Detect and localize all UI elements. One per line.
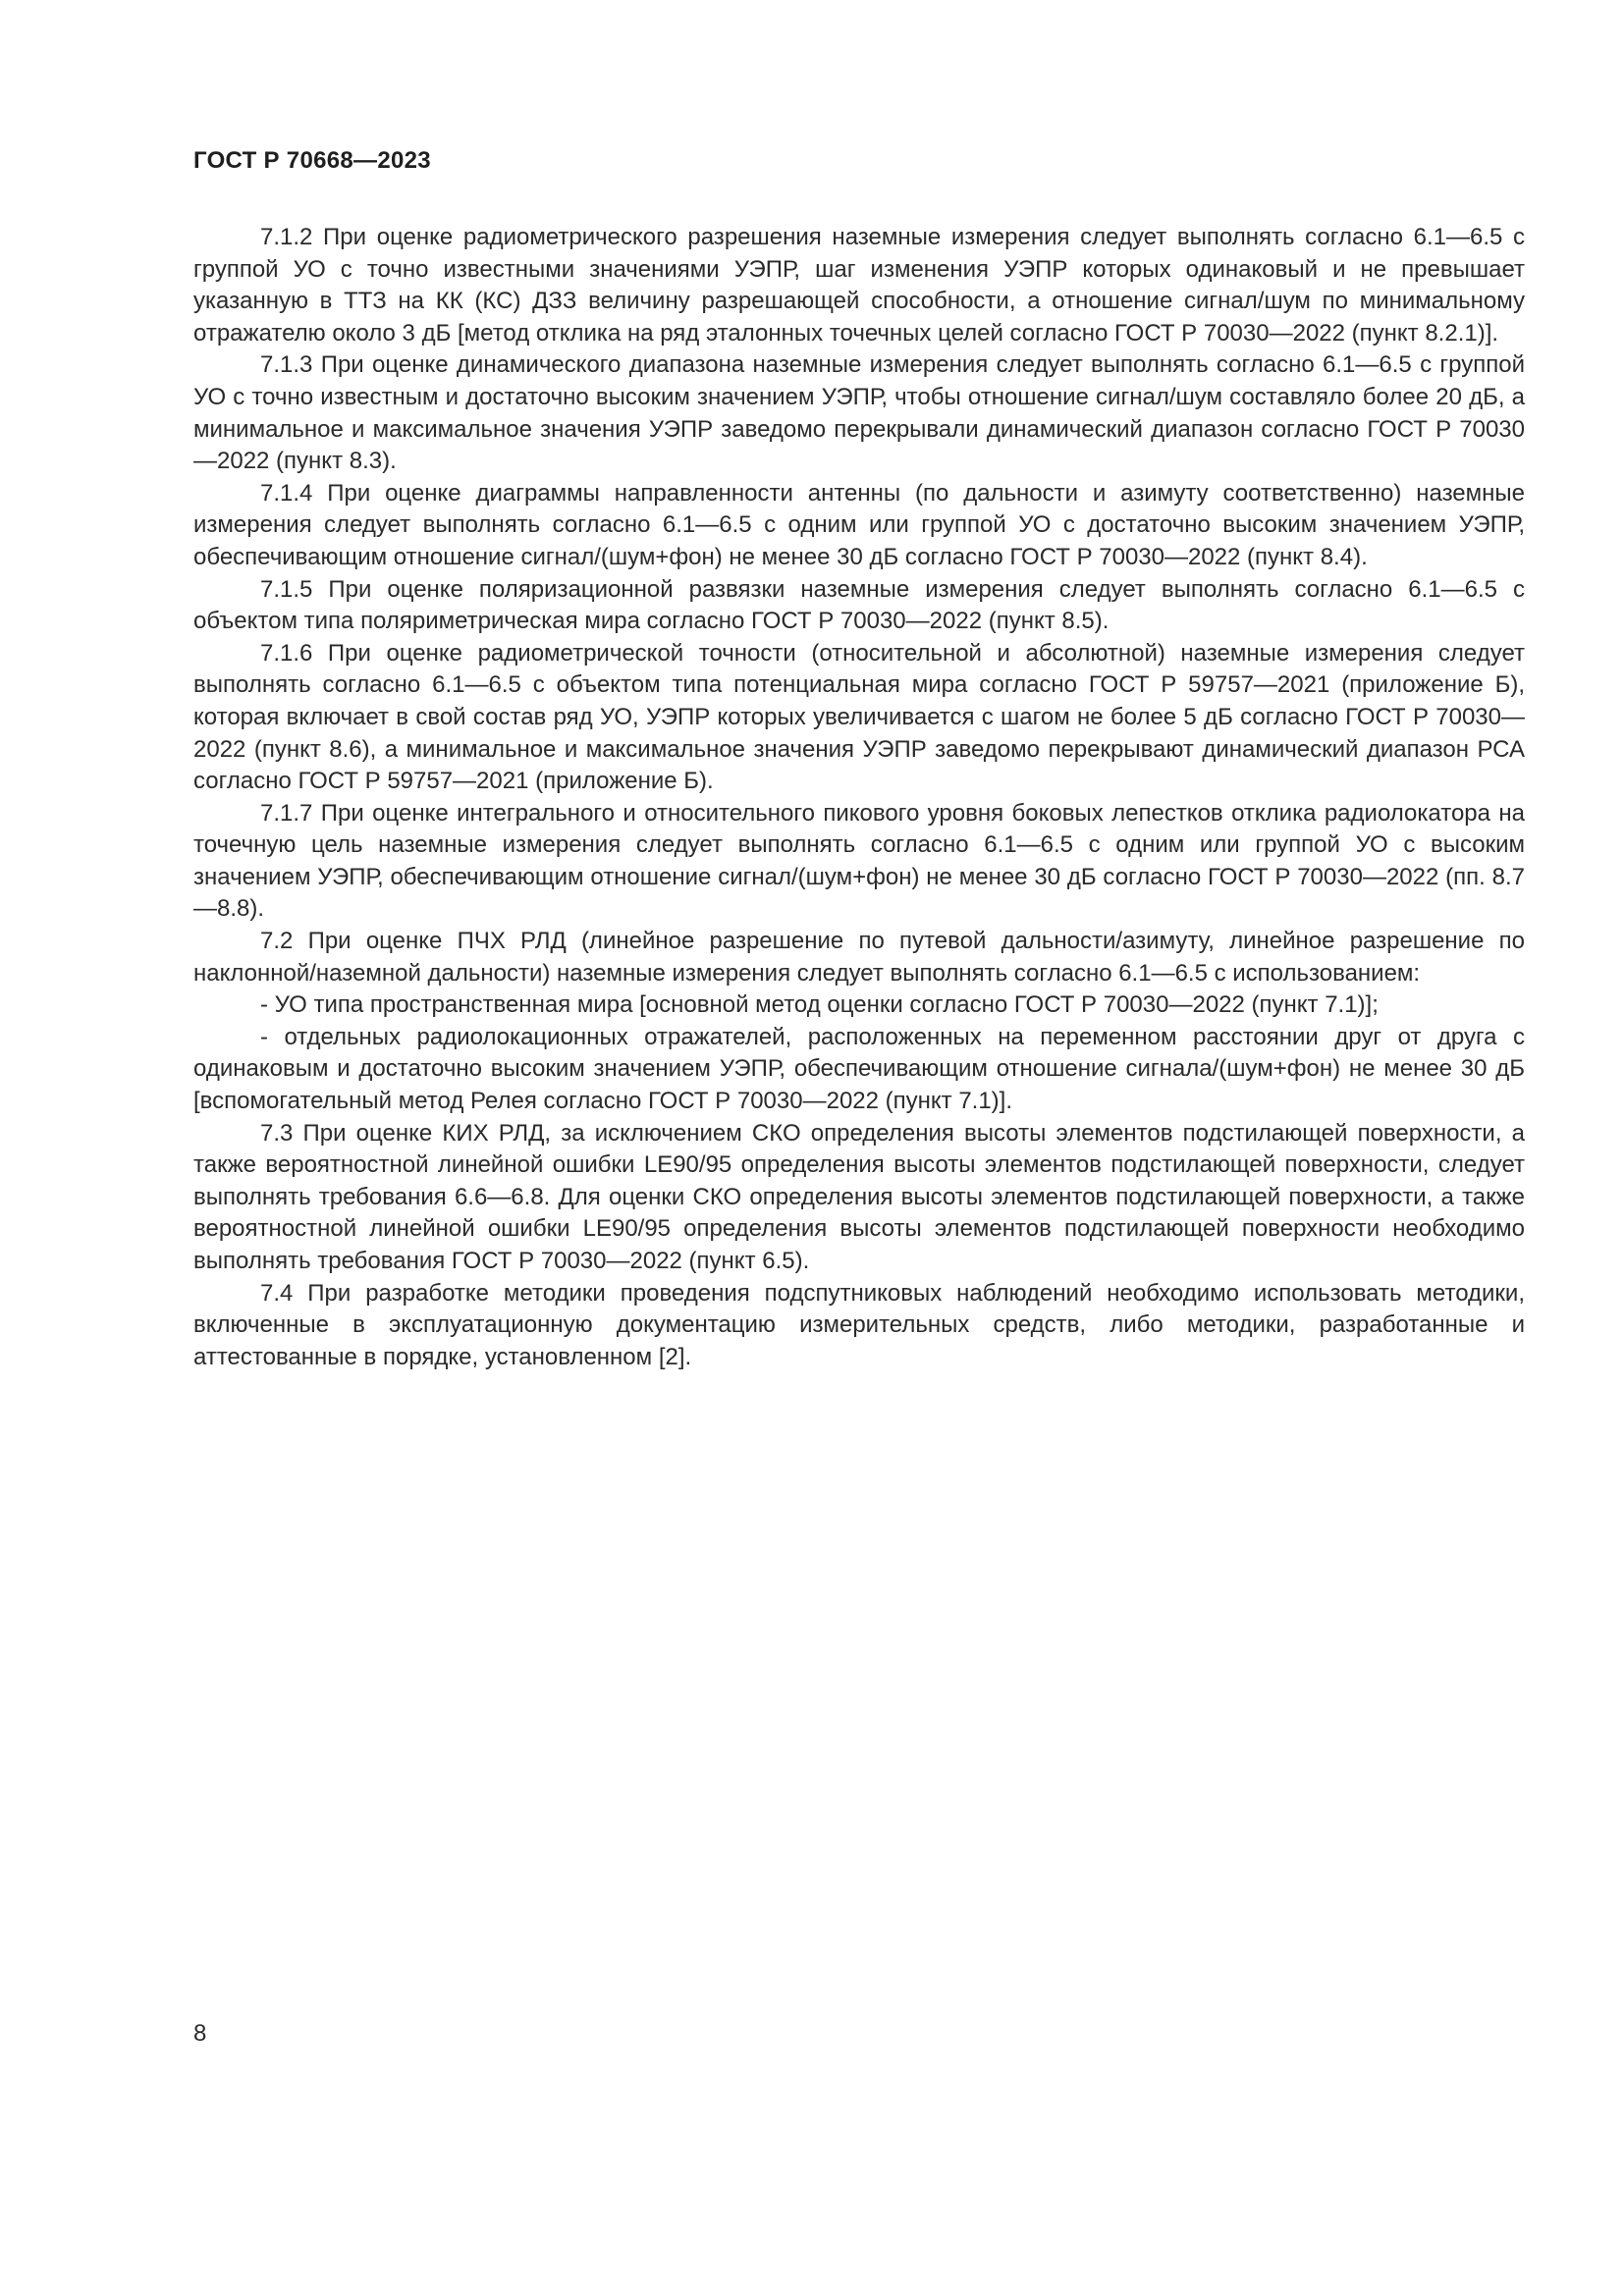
paragraph-7-1-4: 7.1.4 При оценке диаграммы направленности антенны (по дальности и азимуту соответственно) наземные измерения следует выполнять согласно 6.1—6.5 с одним или группой УО с достаточно высоким значением УЭПР, обеспечивающим отношение сигнал/(шум+фон) не менее 30 дБ согласно ГОСТ Р 70030—2022 (пункт 8.4). (193, 479, 1525, 570)
paragraph-7-1-6: 7.1.6 При оценке радиометрической точности (относительной и абсолютной) наземные измерения следует выполнять согласно 6.1—6.5 с объектом типа потенциальная мира согласно ГОСТ Р 59757—2021 (приложение Б), которая включает в свой состав ряд УО, УЭПР которых увеличивается с шагом не более 5 дБ согласно ГОСТ Р 70030—2022 (пункт 8.6), а минимальное и максимальное значения УЭПР заведомо перекрывают динамический диапазон РСА согласно ГОСТ Р 59757—2021 (приложение Б). (193, 639, 1525, 795)
list-item-separate-reflectors: - отдельных радиолокационных отражателей, расположенных на переменном расстоянии друг от друга с одинаковым и достаточно высоким значением УЭПР, обеспечивающим отношение сигнала/(шум+фон) не менее 30 дБ [вспомогательный метод Релея согласно ГОСТ Р 70030—2022 (пункт 7.1)]. (193, 1023, 1525, 1115)
paragraph-7-4: 7.4 При разработке методики проведения подспутниковых наблюдений необходимо использовать методики, включенные в эксплуатационную документацию измерительных средств, либо методики, разработанные и аттестованные в порядке, установленном [2]. (193, 1279, 1525, 1370)
page-number: 8 (193, 2020, 207, 2047)
document-body (193, 222, 1525, 1373)
paragraph-7-1-5: 7.1.5 При оценке поляризационной развязки наземные измерения следует выполнять согласно 6.1—6.5 с объектом типа поляриметрическая мира согласно ГОСТ Р 70030—2022 (пункт 8.5). (193, 575, 1525, 635)
paragraph-7-1-7: 7.1.7 При оценке интегрального и относительного пикового уровня боковых лепестков отклика радиолокатора на точечную цель наземные измерения следует выполнять согласно 6.1—6.5 с одним или группой УО с высоким значением УЭПР, обеспечивающим отношение сигнал/(шум+фон) не менее 30 дБ согласно ГОСТ Р 70030—2022 (пп. 8.7—8.8). (193, 799, 1525, 923)
paragraph-7-1-2: 7.1.2 При оценке радиометрического разрешения наземные измерения следует выполнять согласно 6.1—6.5 с группой УО с точно известными значениями УЭПР, шаг изменения УЭПР которых одинаковый и не превышает указанную в ТТЗ на КК (КС) ДЗЗ величину разрешающей способности, а отношение сигнал/шум по минимальному отражателю около 3 дБ [метод отклика на ряд эталонных точечных целей согласно ГОСТ Р 70030—2022 (пункт 8.2.1)]. (193, 224, 1525, 347)
page-header-standard-id: ГОСТ Р 70668—2023 (193, 147, 431, 174)
paragraph-7-3: 7.3 При оценке КИХ РЛД, за исключением СКО определения высоты элементов подстилающей поверхности, а также вероятностной линейной ошибки LE90/95 определения высоты элементов подстилающей поверхности, следует выполнять требования 6.6—6.8. Для оценки СКО определения высоты элементов подстилающей поверхности, а также вероятностной линейной ошибки LE90/95 определения высоты элементов подстилающей поверхности необходимо выполнять требования ГОСТ Р 70030—2022 (пункт 6.5). (193, 1119, 1525, 1274)
list-item-spatial-target: - УО типа пространственная мира [основной метод оценки согласно ГОСТ Р 70030—2022 (пункт 7.1)]; (260, 991, 1379, 1019)
paragraph-7-1-3: 7.1.3 При оценке динамического диапазона наземные измерения следует выполнять согласно 6.1—6.5 с группой УО с точно известным и достаточно высоким значением УЭПР, чтобы отношение сигнал/шум составляло более 20 дБ, а минимальное и максимальное значения УЭПР заведомо перекрывали динамический диапазон согласно ГОСТ Р 70030—2022 (пункт 8.3). (193, 351, 1525, 475)
paragraph-7-2: 7.2 При оценке ПЧХ РЛД (линейное разрешение по путевой дальности/азимуту, линейное разрешение по наклонной/наземной дальности) наземные измерения следует выполнять согласно 6.1—6.5 с использованием: (193, 928, 1525, 987)
